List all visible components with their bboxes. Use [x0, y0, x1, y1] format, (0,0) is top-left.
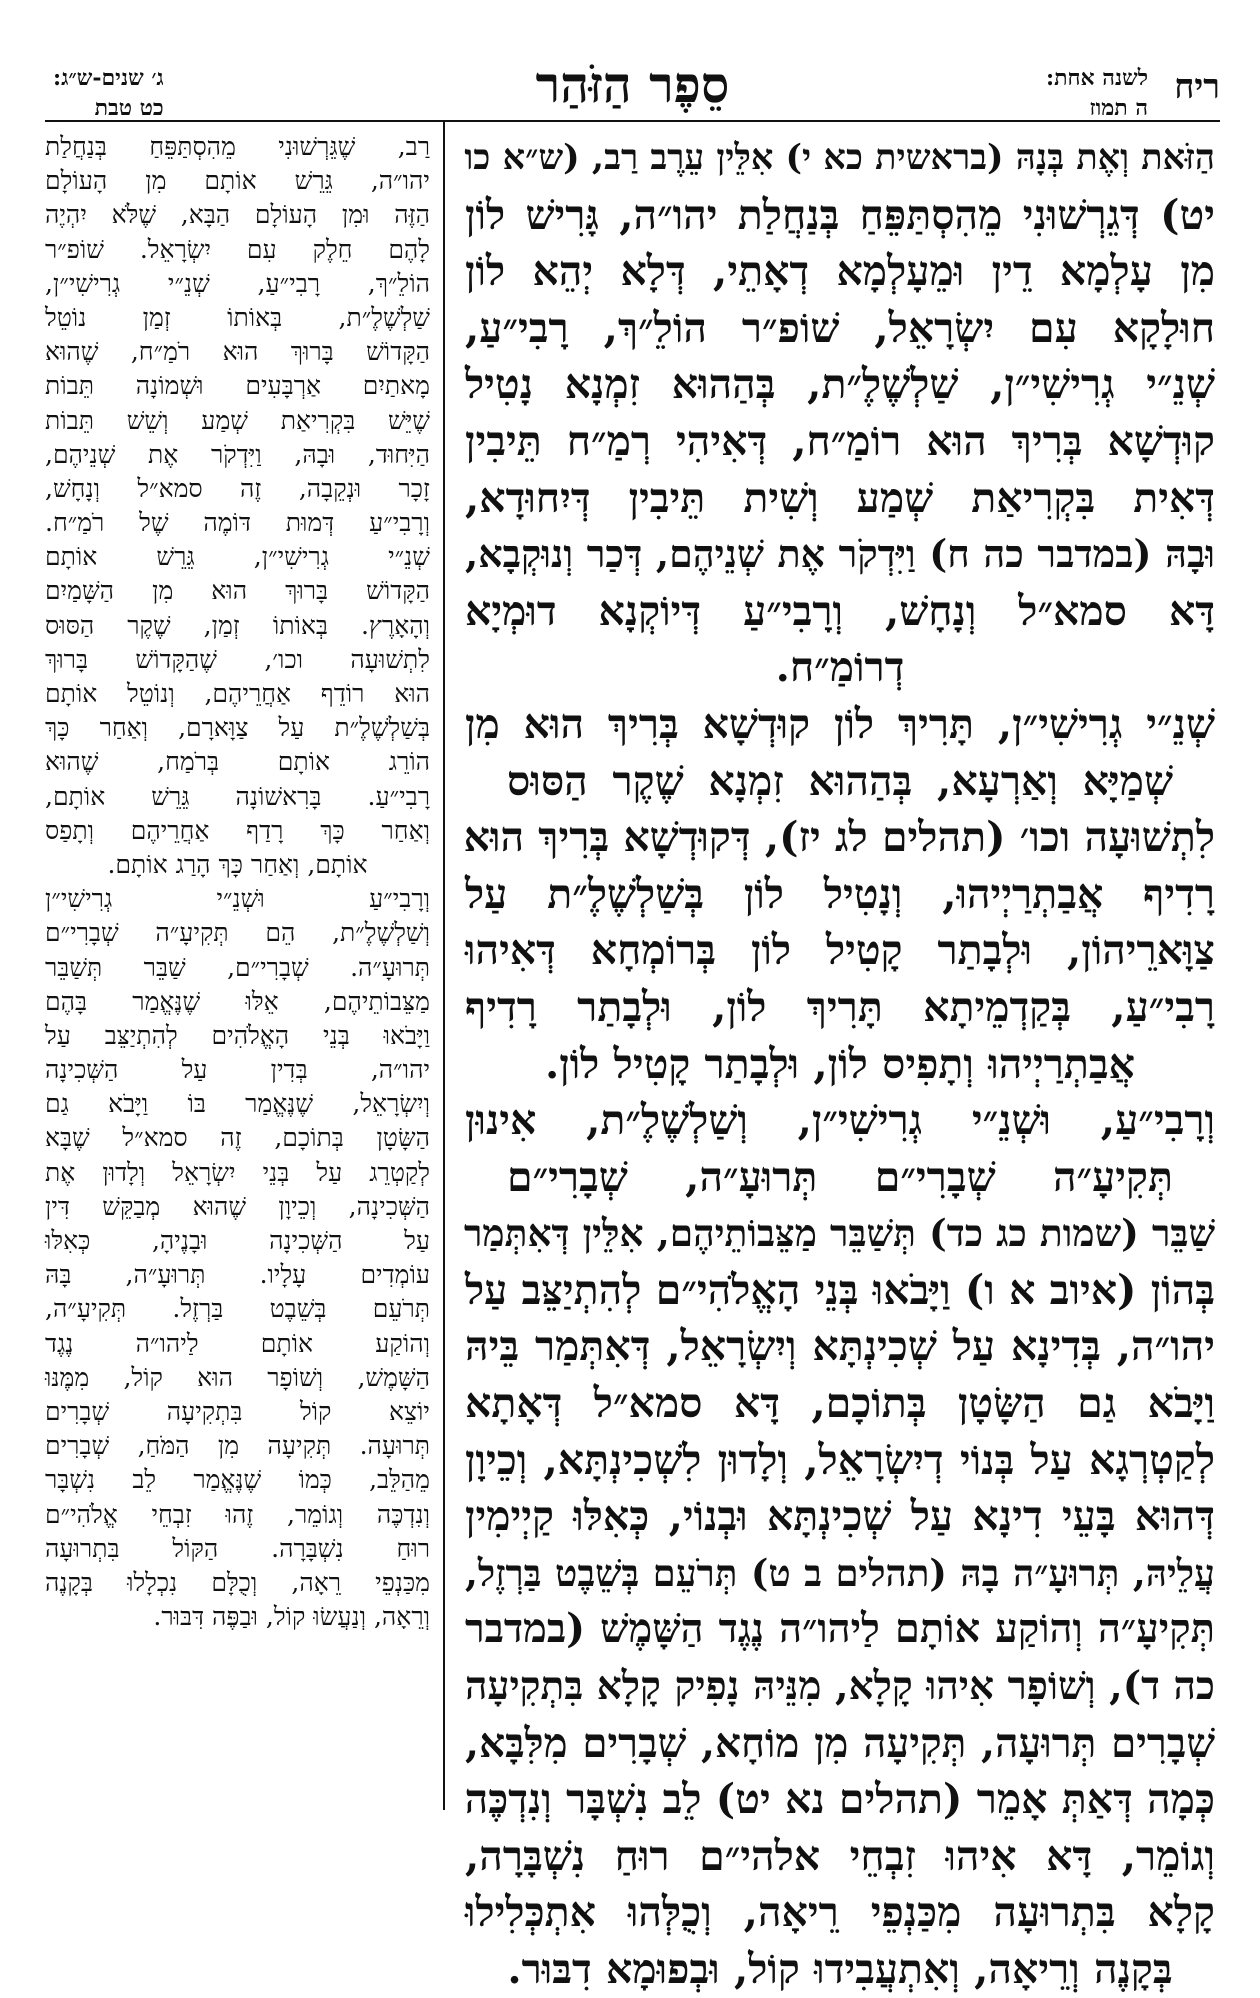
commentary-line: וְהוֹקַע אוֹתָם לַיהו״ה נֶגֶד — [45, 1328, 430, 1358]
main-line: חוּלָקָא עִם יִשְׂרָאֵל, שׁוֹפ״ר הוֹלֵ״ךְ, רָבִי״עַ, — [465, 303, 1215, 352]
commentary-line: מַצֵּבוֹתֵיהֶם, אֵלּוּ שֶׁנֶּאֱמַר בָּהֶם — [45, 986, 430, 1016]
commentary-line: עַל הַשְּׁכִינָה וּבָנֶיהָ, כְּאִלּוּ — [45, 1226, 430, 1255]
main-line: רָדִיף אֲבַתְרַיְיהוּ, וְנָטִיל לוֹן בְּשַׁלְשֶׁלֶ״ת עַל — [465, 869, 1215, 918]
commentary-line: בְּשַׁלְשֶׁלֶ״ת עַל צַוָּארָם, וְאַחַר כָּךְ — [45, 713, 430, 743]
commentary-line: הַיִּחוּד, וּבָהּ, וַיִּדְקֹר אֶת שְׁנֵיהֶם, — [45, 439, 430, 469]
commentary-line: הַשָּׁמֶשׁ, וְשׁוֹפָר הוּא קוֹל, מִמֶּנּוּ — [45, 1362, 430, 1392]
commentary-line: שַׁלְשֶׁלֶ״ת, בְּאוֹתוֹ זְמַן נוֹטֵל — [45, 302, 430, 332]
main-line: לִתְשׁוּעָה וכו׳ (תהלים לג יז), דְּקוּדְשָׁא בְּרִיךְ הוּא — [463, 813, 1215, 862]
main-line: שְׁנֵ״י גְרִישִׁי״ן, תָּרִיךְ לוֹן קוּדְשָׁא בְּרִיךְ הוּא מִן — [465, 699, 1215, 748]
commentary-line: וְרֵאָה, וְנַעֲשׂוּ קוֹל, וּבַפֶּה דִּבּוּר. — [153, 1602, 430, 1632]
main-line: יט) דְּגֵרְשׁוּנִי מֵהִסְתַּפֵּחַ בְּנַחֲלַת יהו״ה, גָּרִישׁ לוֹן — [465, 190, 1215, 239]
commentary-line: הַקָּדוֹשׁ בָּרוּךְ הוּא מִן הַשָּׁמַיִם — [45, 576, 430, 606]
commentary-line: שְׁנֵ״י גְרִישִׁי״ן, גֵּרֵשׁ אוֹתָם — [45, 542, 430, 572]
commentary-line: וְנִדְכֶּה וְגוֹמֵר, זֶהוּ זִבְחֵי אֱלֹהִי״ם — [45, 1499, 430, 1529]
main-text-column — [465, 130, 1215, 1998]
commentary-line: לָהֶם חֵלֶק עִם יִשְׂרָאֵל. שׁוֹפ״ר — [45, 234, 430, 264]
commentary-line: הַשָּׂטָן בְּתוֹכָם, זֶה סמא״ל שֶׁבָּא — [45, 1123, 430, 1153]
main-line: דְּאִית בִּקְרִיאַת שְׁמַע וְשִׁית תֵּיבִין דְּיִחוּדָא, — [465, 473, 1215, 522]
main-line: קוּדְשָׁא בְּרִיךְ הוּא רוֹמַ״ח, דְּאִיהִי רְמַ״ח תֵּיבִין — [465, 416, 1215, 465]
commentary-line: וְרָבִי״עַ דְּמוּת דּוֹמֶה שֶׁל רֹמַ״ח. — [45, 508, 430, 538]
commentary-line: רָבִי״עַ. בָּרִאשׁוֹנָה גֵּרֵשׁ אוֹתָם, — [45, 781, 430, 811]
main-line: תְּקִיעָ״ה וְהוֹקַע אוֹתָם לַיהו״ה נֶגֶד הַשָּׁמֶשׁ (במדבר — [465, 1605, 1215, 1653]
commentary-line: הוֹלֵ״ךְ, רָבִי״עַ, שְׁנֵ״י גְרִישִׁי״ן, — [45, 268, 430, 298]
commentary-line: זָכָר וּנְקֵבָה, זֶה סמא״ל וְנָחָשׁ, — [45, 473, 430, 503]
commentary-line: יהו״ה, גֵּרֵשׁ אוֹתָם מִן הָעוֹלָם — [45, 166, 430, 196]
commentary-line: תְּרוּעָה. תְּקִיעָה מִן הַמֹּחַ, שְׁבָרִים — [45, 1431, 430, 1461]
schedule-date-left: כט טבת — [94, 95, 164, 121]
main-line: הַזֹּאת וְאֶת בְּנָהּ (בראשית כא י) אִלֵּין עֵרֶב רַב, (ש״א כו — [464, 137, 1215, 178]
commentary-line: הַזֶּה וּמִן הָעוֹלָם הַבָּא, שֶׁלֹּא יִהְיֶה — [45, 200, 430, 230]
main-line: כְּמָה דְּאַתְּ אָמֵר (תהלים נא יט) לֵב נִשְׁבָּר וְנִדְכֶּה — [464, 1775, 1215, 1824]
main-line: יהו״ה, בְּדִינָא עַל שְׁכִינְתָּא וְיִשְׂרָאֵל, דְּאִתְּמַר בֵּיהּ — [465, 1322, 1215, 1371]
commentary-line: וְהָאָרֶץ. בְּאוֹתוֹ זְמַן, שֶׁקֶר הַסּוּס — [45, 610, 430, 640]
main-line: דְרוֹמַ״ח. — [775, 643, 905, 692]
study-schedule-three-years — [53, 63, 164, 123]
page-number: ריח — [1174, 67, 1220, 107]
book-title: סֵפֶר הַזֹּהַר — [535, 55, 730, 114]
commentary-line: יהו״ה, בְּדִין עַל הַשְּׁכִינָה — [45, 1055, 430, 1085]
schedule-label-left: ג׳ שנים-ש״ג: — [53, 65, 164, 91]
main-line: וְרָבִי״עַ, וּשְׁנֵ״י גְרִישִׁי״ן, וְשַׁלְשֶׁלֶ״ת, אִינוּן — [465, 1096, 1215, 1145]
commentary-line: הוּא רוֹדֵף אַחֲרֵיהֶם, וְנוֹטֵל אוֹתָם — [45, 679, 430, 708]
commentary-line: וַיָּבֹאוּ בְּנֵי הָאֱלֹהִים לְהִתְיַצֵּב עַל — [45, 1020, 430, 1050]
header-divider — [45, 120, 1220, 122]
commentary-line: רוּחַ נִשְׁבָּרָה. הַקּוֹל בִּתְרוּעָה — [45, 1533, 430, 1563]
main-line: מִן עָלְמָא דֵין וּמֵעָלְמָא דְאָתֵי, דְּלָא יְהֵא לוֹן — [465, 247, 1215, 296]
main-line: דְּהוּא בָּעֵי דִינָא עַל שְׁכִינְתָּא וּבְנוֹי, כְּאִלּוּ קַיְימִין — [465, 1492, 1215, 1541]
main-line: וַיָּבֹא גַם הַשָּׂטָן בְּתוֹכָם, דָּא סמא״ל דְּאָתָא — [465, 1379, 1215, 1428]
main-line: אֲבַתְרַיְיהוּ וְתָפִיס לוֹן, וּלְבָתַר קָטִיל לוֹן. — [544, 1039, 1136, 1088]
commentary-line: שֶׁיֵּשׁ בִּקְרִיאַת שְׁמַע וְשֵׁשׁ תֵּבוֹת — [45, 405, 430, 435]
commentary-line: רַב, שֶׁגֵּרְשׁוּנִי מֵהִסְתַּפֵּחַ בְּנַחֲלַת — [45, 132, 430, 161]
commentary-column — [45, 130, 430, 1634]
main-line: קָלָא בִּתְרוּעָה מִכַּנְפֵי רֵיאָה, וְכֻלְּהוּ אִתְכְּלִילוּ — [465, 1888, 1215, 1937]
commentary-line: אוֹתָם, וְאַחַר כָּךְ הָרַג אוֹתָם. — [107, 849, 368, 879]
page-header — [45, 55, 1220, 125]
schedule-date: ה תמוז — [1089, 95, 1148, 121]
commentary-line: מֵהַלֵּב, כְּמוֹ שֶׁנֶּאֱמַר לֵב נִשְׁבָּר — [45, 1465, 430, 1495]
main-line: לְקַטְרְגָא עַל בְּנוֹי דְיִשְׂרָאֵל, וְלָדוּן לִשְׁכִינְתָּא, וְכֵיוָן — [465, 1435, 1215, 1484]
main-line: וּבָהּ (במדבר כה ח) וַיִּדְקֹר אֶת שְׁנֵיהֶם, דְּכַר וְנוּקְבָא, — [465, 531, 1215, 577]
commentary-line: מָאתַיִם אַרְבָּעִים וּשְׁמוֹנָה תֵּבוֹת — [45, 371, 430, 401]
commentary-line: עוֹמְדִים עָלָיו. תְּרוּעָ״ה, בָּהּ — [45, 1260, 430, 1290]
commentary-line: הוֹרֵג אוֹתָם בְּרֹמַח, שֶׁהוּא — [45, 747, 430, 777]
commentary-line: הַקָּדוֹשׁ בָּרוּךְ הוּא רֹמַ״ח, שֶׁהוּא — [45, 337, 430, 367]
commentary-line: תְּרֹעֵם בְּשֵׁבֶט בַּרְזֶל. תְּקִיעָ״ה, — [45, 1294, 430, 1324]
commentary-line: וְאַחַר כָּךְ רָדַף אַחֲרֵיהֶם וְתָפַס — [45, 815, 430, 845]
main-line: כה ד), וְשׁוֹפָר אִיהוּ קָלָא, מִנֵּיהּ נָפִיק קָלָא בִּתְקִיעָה — [464, 1663, 1215, 1710]
commentary-line: הַשְּׁכִינָה, וְכֵיוָן שֶׁהוּא מְבַקֵּשׁ דִּין — [45, 1191, 430, 1221]
main-line: שְׁנֵ״י גְרִישִׁי״ן, שַׁלְשֶׁלֶ״ת, בְּהַהוּא זִמְנָא נָטִיל — [465, 360, 1215, 409]
main-line: צַוָּארֵיהוֹן, וּלְבָתַר קָטִיל לוֹן בְּרוֹמְחָא דְּאִיהוּ — [465, 926, 1215, 975]
main-line: רָבִי״עַ, בְּקַדְמֵיתָא תָּרִיךְ לוֹן, וּלְבָתַר רָדִיף — [465, 982, 1215, 1031]
commentary-line: מִכַּנְפֵי רֵאָה, וְכֻלָּם נִכְלָלוּ בְּקָנֶה — [45, 1567, 430, 1597]
main-line: דָּא סמא״ל וְנָחָשׁ, וְרָבִי״עַ דְּיוֹקְנָא דוּמְיָא — [465, 586, 1215, 635]
commentary-line: וְרָבִי״עַ וּשְׁנֵ״י גְרִישִׁי״ן — [45, 884, 430, 914]
main-line: תְּקִיעָ״ה שְׁבָרִי״ם תְּרוּעָ״ה, שְׁבָרִי״ם — [507, 1152, 1173, 1201]
commentary-line: תְּרוּעָ״ה. שְׁבָרִי״ם, שַׁבֵּר תְּשַׁבֵּר — [45, 952, 430, 982]
commentary-line: לְקַטְרֵג עַל בְּנֵי יִשְׂרָאֵל וְלָדוּן אֶת — [45, 1157, 430, 1187]
commentary-line: וְשַׁלְשֶׁלֶ״ת, הֵם תְּקִיעָ״ה שְׁבָרִי״ם — [45, 918, 430, 948]
main-line: שְׁבָרִים תְּרוּעָה, תְּקִיעָה מִן מוֹחָא, שְׁבָרִים מִלִּבָּא, — [465, 1718, 1215, 1767]
commentary-line: לִתְשׁוּעָה וכו׳, שֶׁהַקָּדוֹשׁ בָּרוּךְ — [45, 644, 430, 674]
main-line: עֲלֵיהּ, תְּרוּעָ״ה בָהּ (תהלים ב ט) תְּרֹעֵם בְּשֵׁבֶט בַּרְזֶל, — [465, 1550, 1215, 1595]
commentary-line: יוֹצֵא קוֹל בִּתְקִיעָה שְׁבָרִים — [45, 1396, 430, 1426]
main-line: בְּקָנֶה וְרֵיאָה, וְאִתְעֲבִידוּ קוֹל, וּבְפוּמָא דִבּוּר. — [507, 1945, 1173, 1993]
schedule-label: לשנה אחת: — [1045, 65, 1148, 91]
main-line: שַׁבֵּר (שמות כג כד) תְּשַׁבֵּר מַצֵּבוֹתֵיהֶם, אִלֵּין דְּאִתְּמַר — [463, 1211, 1215, 1256]
main-line: בְּהוֹן (איוב א ו) וַיָּבֹאוּ בְּנֵי הָאֱלֹהִי״ם לְהִתְיַצֵּב עַל — [465, 1265, 1215, 1314]
column-divider — [443, 122, 445, 1810]
main-line: וְגוֹמֵר, דָּא אִיהוּ זִבְחֵי אלהי״ם רוּחַ נִשְׁבָּרָה, — [465, 1831, 1215, 1880]
commentary-line: וְיִשְׂרָאֵל, שֶׁנֶּאֱמַר בּוֹ וַיָּבֹא גַם — [45, 1089, 430, 1119]
main-line: שְׁמַיָּא וְאַרְעָא, בְּהַהוּא זִמְנָא שֶׁקֶר הַסּוּס — [507, 756, 1173, 805]
